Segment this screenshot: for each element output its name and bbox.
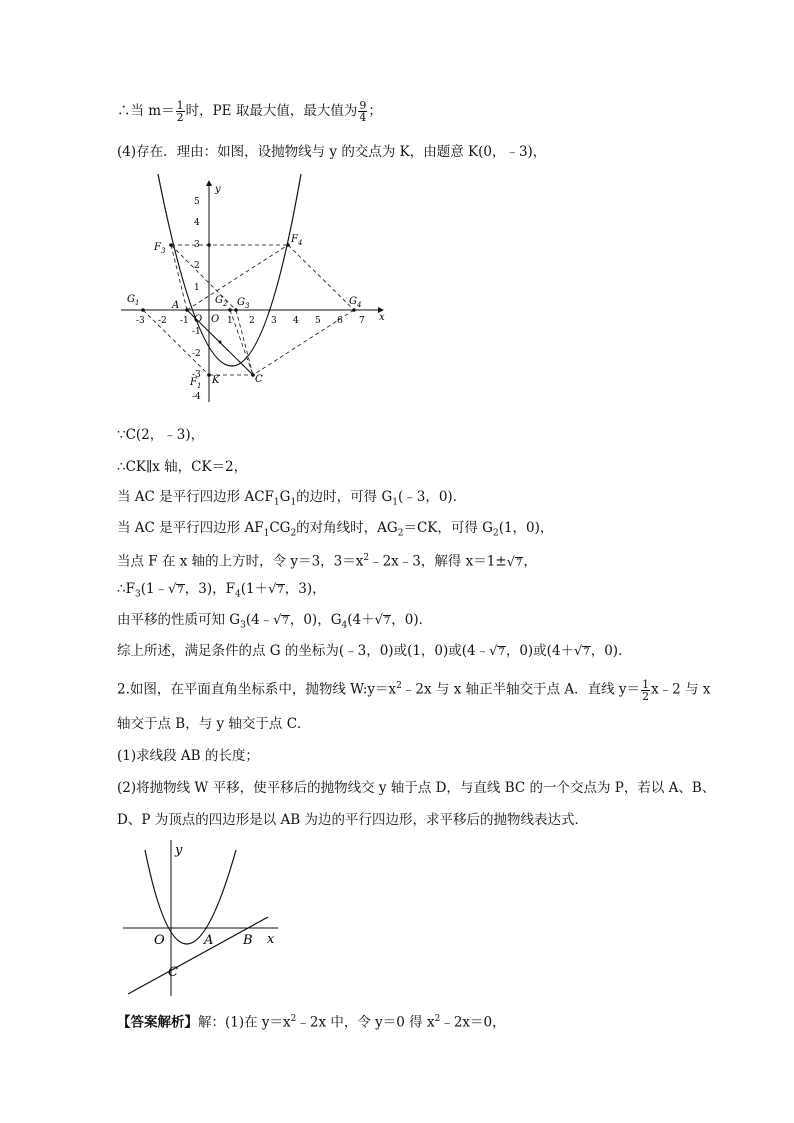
parabola-W [145, 850, 236, 944]
label-F3: $F_3$ [154, 242, 166, 255]
svg-text:-1: -1 [180, 316, 189, 326]
label-O: O [194, 314, 203, 325]
label-G3: $G_3$ [237, 297, 250, 310]
fraction: $\frac{1}{2}$ [642, 677, 650, 703]
x-axis-label: x [379, 312, 385, 323]
y-axis-label: y [215, 184, 221, 195]
text-line-6: 当 AC 是平行四边形 $AF_1CG_2$的对角线时，$AG_2=CK$，可得 $G_2(1$，0)， [117, 520, 554, 539]
svg-text:-2: -2 [158, 316, 167, 326]
svg-text:1: 1 [227, 316, 233, 326]
label-G2: $G_2$ [215, 295, 228, 308]
text-line-16: 【答案解析】解：(1)在 $y=x^2﹣2x$ 中，令 y＝0 得 $x^2﹣2x=0$， [117, 1014, 506, 1031]
text-line-13: (1)求线段 AB 的长度； [117, 748, 259, 764]
svg-text:-4: -4 [192, 392, 201, 402]
text-line-8: $\therefore F_3(1﹣√7$，3)，$F_4(1+√7$，3)， [117, 581, 326, 600]
text-line-2: (4)存在．理由：如图，设抛物线与 y 的交点为 K，由题意 K(0，﹣3)， [117, 144, 547, 160]
text-line-4: ∴CK∥x 轴，CK＝2， [117, 459, 248, 475]
label-G4: $G_4$ [349, 296, 362, 309]
text-line-7: 当点 F 在 x 轴的上方时，令 y＝3，$3=x^2﹣2x﹣3$，解得 x＝1±√7， [117, 553, 537, 570]
label-F4: $F_4$ [291, 234, 303, 247]
svg-text:4: 4 [194, 218, 200, 228]
text-line-14: (2)将抛物线 W 平移，使平移后的抛物线交 y 轴于点 D，与直线 BC 的一个交点为 P，若以 A、B、 [117, 780, 716, 796]
figure-parabola-line [118, 836, 288, 1006]
svg-text:4: 4 [293, 316, 299, 326]
text-line-12: 轴交于点 B，与 y 轴交于点 C． [117, 716, 311, 732]
y-ticks [192, 197, 201, 402]
text-line-15: D、P 为顶点的四边形是以 AB 为边的平行四边形，求平移后的抛物线表达式． [117, 812, 588, 828]
label-B: B [243, 933, 253, 948]
svg-text:-1: -1 [192, 327, 201, 337]
label-O: O [154, 933, 165, 948]
svg-text:5: 5 [194, 197, 200, 207]
label-A: A [172, 300, 180, 311]
svg-text:3: 3 [271, 316, 277, 326]
label-K: K [212, 375, 220, 386]
label-G1: $G_1$ [127, 294, 140, 307]
label-A: A [204, 933, 214, 948]
label-F1: $F_1$ [190, 377, 202, 390]
fraction: $\frac{9}{4}$ [359, 99, 367, 124]
svg-text:5: 5 [315, 316, 321, 326]
svg-text:6: 6 [337, 316, 343, 326]
svg-text:3: 3 [194, 240, 200, 250]
fraction: $\frac{1}{2}$ [176, 99, 184, 124]
label-O2: O [211, 314, 220, 325]
text-line-11: 2.如图，在平面直角坐标系中，抛物线 $W:y=x^2﹣2x$ 与 x 轴正半轴交于点 A．直线 y＝ $\frac{1}{2}$ x﹣2 与 x [117, 677, 711, 703]
svg-text:7: 7 [359, 316, 365, 326]
text-line-1: ∴当 m＝ $\frac{1}{2}$ 时，PE 取最大值，最大值为 $\frac{9}{4}$ ； [117, 99, 382, 124]
text-line-9: 由平移的性质可知 $G_3(4﹣√7$，0)，$G_4(4+√7$，0)． [117, 612, 433, 631]
text-line-10: 综上所述，满足条件的点 G 的坐标为(﹣3，0)或(1，0)或(4﹣√7，0)或(4＋√7，0)． [117, 643, 632, 659]
label-y: y [175, 843, 183, 858]
text-line-5: 当 AC 是平行四边形 $ACF_1G_1$的边时，可得 $G_1(﹣3$，0)． [117, 489, 467, 508]
x-ticks [136, 316, 365, 326]
label-C: C [168, 965, 178, 980]
svg-text:1: 1 [194, 283, 200, 293]
answer-tag: 【答案解析】 [117, 1014, 198, 1031]
line-BC [128, 917, 268, 994]
label-x: x [267, 932, 275, 947]
text-line-3: ∵C(2，﹣3)， [117, 427, 205, 443]
svg-text:-3: -3 [136, 316, 145, 326]
parabola-curve [158, 174, 301, 366]
svg-text:-2: -2 [192, 349, 201, 359]
label-C: C [255, 374, 263, 385]
svg-text:2: 2 [194, 261, 200, 271]
figure-parabola-parallelograms [116, 170, 386, 410]
svg-text:-3: -3 [192, 370, 201, 380]
svg-text:2: 2 [249, 316, 255, 326]
